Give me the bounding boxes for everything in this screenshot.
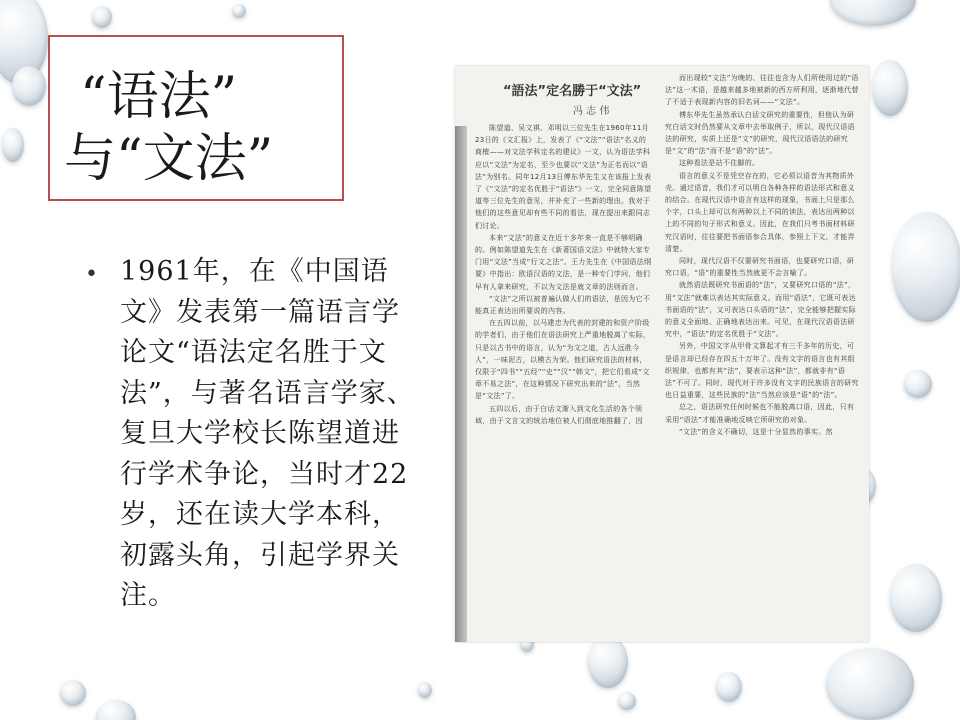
water-drop-decoration	[2, 128, 24, 162]
water-drop-decoration	[830, 0, 916, 26]
title-box	[48, 35, 344, 201]
article-right-text	[665, 72, 861, 638]
scanned-article-image	[455, 66, 869, 642]
article-paragraph: 在五四以前，以马建忠为代表的封建的和资产阶级的学者们，由于他们在语法研究上严重地脱离了实际，只是以古书中的语言，认为“为文之道，古人远胜今人”，一味泥古，以模古为荣。他们研究语法的材料，仅限于“四书”“五经”“史”“汉”“韩文”，把它们看成“文章不易之法”，在这种情况下研究出来的“法”，当然是“文法”了。	[475, 319, 651, 401]
water-drop-decoration	[618, 692, 636, 710]
article-paragraph: 而出现较“文法”为晚的、往往也含为人们所使用过的“语法”这一术语，是越来越多地被新的西方所利用，逐渐地代替了不适于表现新内容的旧名词——“文法”。	[665, 74, 859, 107]
article-author: 冯 志 伟	[573, 106, 610, 117]
water-drop-decoration	[826, 648, 914, 720]
water-drop-decoration	[892, 212, 960, 322]
article-paragraph: 五四以后，由于白话文渐入到文化生活的各个领域，由于文言文的统治地位被人们彻底地推翻了，因	[475, 404, 643, 425]
water-drop-decoration	[12, 66, 46, 106]
article-paragraph: “文法”之所以被普遍认做人们的语法，是因为它不能真正表达出所要说的内容。	[475, 294, 651, 316]
water-drop-decoration	[588, 636, 628, 688]
article-paragraph: “文法”的含义不确切，这是十分显然的事实。然	[679, 427, 833, 436]
water-drop-decoration	[716, 672, 742, 702]
article-paragraph: 就然语法既研究书面语的“法”，又要研究口语的“法”，用“文法”就难以表达其实际意义。而用“语法”，它既可表达书面语的“法”，又可表达口头语的“法”，完全能够把握实际的意义全面地、正确地表达出来。可见，在现代汉语语法研究中，“语法”的定名优胜于“文法”。	[665, 281, 856, 339]
water-drop-decoration	[904, 370, 932, 398]
article-left-text	[475, 122, 653, 638]
article-left-column	[463, 66, 653, 642]
article-right-column	[665, 66, 861, 642]
article-paragraph: 陈望道、吴文祺、邓明以三位先生在1960年11月23日的《文汇报》上，发表了《“文法”“语法”名义的商榷——对文法学科定名的建议》一文，认为语法学科应以“文法”为定名，至少也要以“文法”为正名而以“语法”为别名。同年12月13日傅东华先生又在该报上发表了《“文法”的定名优胜于“语法”》一文，完全同意陈望道等三位先生的意见，并补充了一些新的理由。我对于他们的这些意见却有些不同的看法，现在提出来跟同志们讨论。	[475, 124, 652, 230]
water-drop-decoration	[92, 6, 112, 28]
water-drop-decoration	[96, 700, 136, 720]
bullet-text: 1961年，在《中国语文》发表第一篇语言学论文“语法定名胜于文法”，与著名语言学家、复旦大学校长陈望道进行学术争论，当时才22岁，还在读大学本科，初露头角，引起学界关注。	[120, 256, 415, 611]
slide-title-line-2: 与“文法”	[64, 129, 274, 189]
bullet-marker: •	[85, 262, 98, 287]
water-drop-decoration	[418, 682, 432, 698]
article-paragraph: 语言的意义不是凭空存在的，它必须以语音为其物质外壳。通过语音，我们才可以明白各种各样的语法形式和意义的结合。在现代汉语中语言有这样的现象，书面上只是那么个字，口头上却可以有两种以上不同的读法，表达出两种以上的不同的句子形式和意义。因此，在我们只考书面材料研究汉语时，往往要把书面语参合具体，参照上下文，才能弄清楚。	[665, 171, 855, 253]
slide-title-line-1: “语法”	[80, 67, 238, 127]
article-paragraph: 这种看法是站不住脚的。	[679, 159, 760, 168]
article-title: “語法”定名勝于“文法”	[503, 84, 642, 99]
water-drop-decoration	[890, 564, 942, 632]
article-paragraph: 傅东华先生虽然承认白话文研究的重要性，但他认为研究白话文时仍然要从文章中去举取例子，所以，现代汉语语法的研究，实质上还是“文”的研究，现代汉语语法的研究是“文”的“法”而不是“语”的“法”。	[665, 110, 855, 156]
water-drop-decoration	[232, 4, 246, 18]
article-paragraph: 另外，中国文字从甲骨文算起才有三千多年的历史，可是语言却已经存在四五十万年了。没有文字的语言也有其组织规律，也都有其“法”，要表示这种“法”，都就非有“语法”不可了。同时，现代对于许多没有文字的民族语言的研究也日益重要，这些民族的“法”当然应该是“语”的“法”。	[665, 342, 859, 400]
water-drop-decoration	[60, 680, 86, 706]
water-drop-decoration	[872, 60, 908, 116]
article-paragraph: 总之，语法研究任何时候也不能脱离口语，因此，只有采用“语法”才能准确地反映它所研究的对象。	[665, 403, 855, 424]
article-paragraph: 同时，现代汉语不仅要研究书面语，也要研究口语，研究口语，“语”的重要性当然就更不会言喻了。	[665, 257, 855, 278]
article-paragraph: 本来“文法”的意义在近十多年来一直是不够明确的。例如陈望道先生在《新著国语文法》中就特大家专门用“文法”当成“行文之法”。王力先生在《中国语法纲要》中指出：欧语汉语的文法，是一种专门学问，他们早有人拿来研究，不以为文法是就文章的法则而言。	[475, 233, 652, 291]
